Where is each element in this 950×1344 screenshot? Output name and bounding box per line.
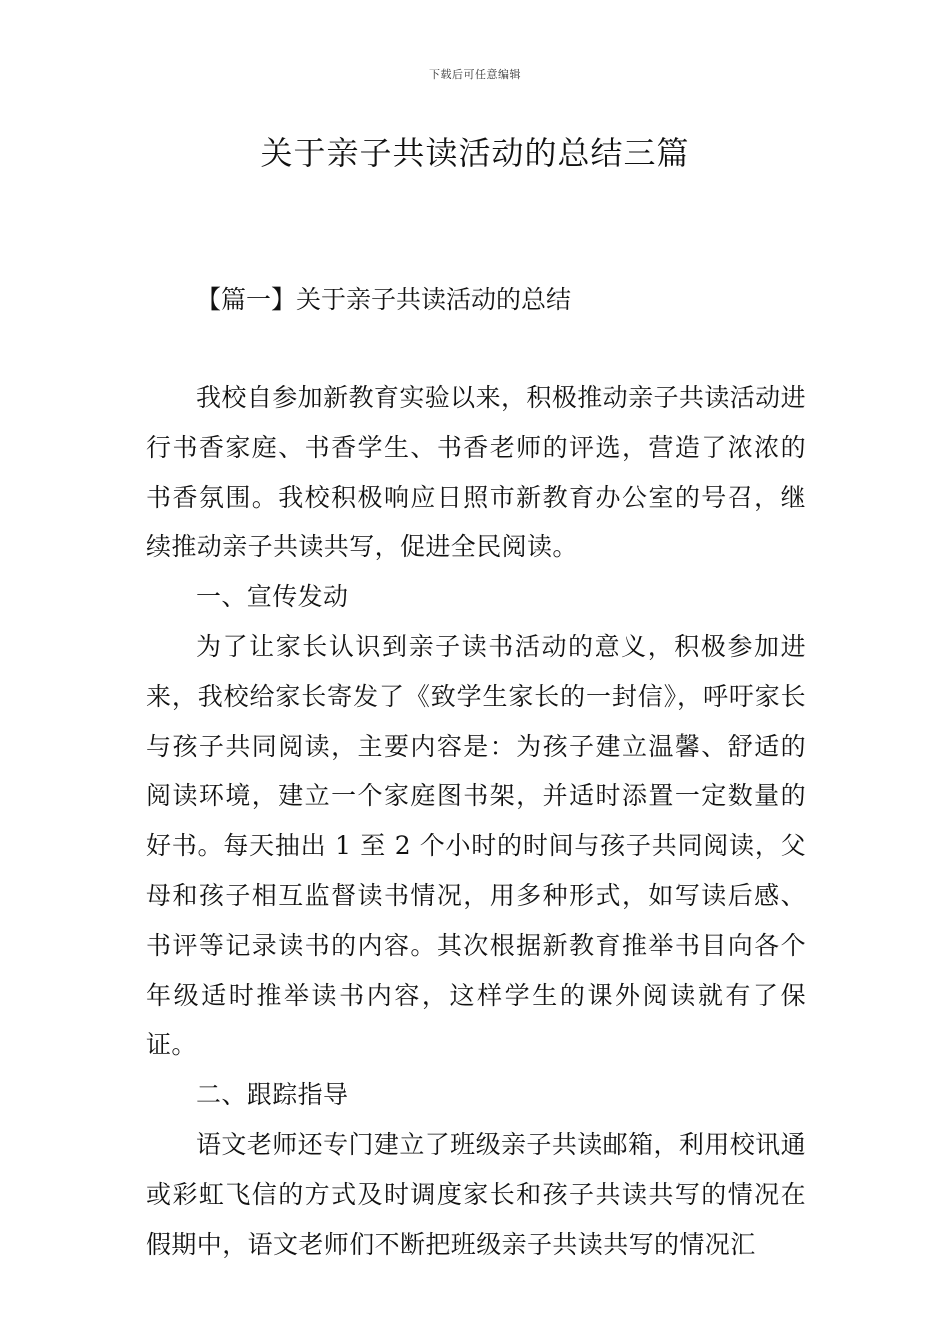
paragraph-publicity: 为了让家长认识到亲子读书活动的意义，积极参加进来，我校给家长寄发了《致学生家长的一封信》，呼吁家长与孩子共同阅读，主要内容是：为孩子建立温馨、舒适的阅读环境，建立一个家庭图书架，并适时添置一定数量的好书。每天抽出 1 至 2 个小时的时间与孩子共同阅读，父母和孩子相互监督读书情况，用多种形式，如写读后感、书评等记录读书的内容。其次根据新教育推举书目向各个年级适时推举读书内容，这样学生的课外阅读就有了保证。	[146, 631, 806, 1060]
header-note: 下载后可任意编辑	[429, 68, 521, 81]
paragraph-guidance: 语文老师还专门建立了班级亲子共读邮箱，利用校讯通或彩虹飞信的方式及时调度家长和孩子共读共写的情况在假期中，语文老师们不断把班级亲子共读共写的情况汇	[146, 1129, 806, 1259]
document-title: 关于亲子共读活动的总结三篇	[260, 134, 690, 172]
paragraph-intro: 我校自参加新教育实验以来，积极推动亲子共读活动进行书香家庭、书香学生、书香老师的评选，营造了浓浓的书香氛围。我校积极响应日照市新教育办公室的号召，继续推动亲子共读共写，促进全民阅读。	[146, 383, 806, 562]
subheading-publicity: 一、宣传发动	[196, 582, 349, 612]
section-heading: 【篇一】关于亲子共读活动的总结	[196, 285, 572, 314]
subheading-guidance: 二、跟踪指导	[196, 1080, 349, 1110]
body-text	[146, 373, 806, 1269]
